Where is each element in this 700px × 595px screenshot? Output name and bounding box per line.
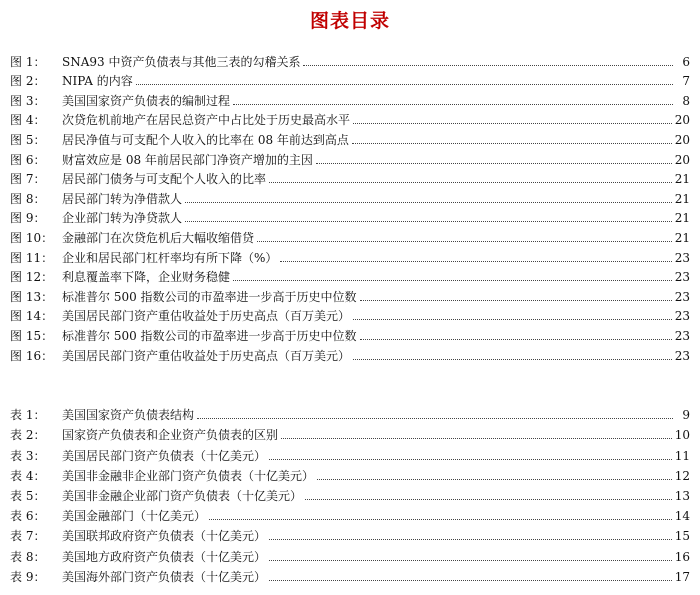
toc-entry-title[interactable]: SNA93 中资产负债表与其他三表的勾稽关系: [62, 54, 301, 69]
toc-entry-title[interactable]: 美国非金融非企业部门资产负债表（十亿美元）: [62, 468, 315, 483]
toc-entry-page-number[interactable]: 8: [682, 93, 690, 108]
figure-entry[interactable]: [10, 128, 690, 148]
dot-leader: [360, 339, 672, 340]
figure-entry[interactable]: [10, 246, 690, 266]
dot-leader: [209, 519, 672, 520]
toc-entry-page-number[interactable]: 6: [682, 54, 690, 69]
toc-entry-title[interactable]: NIPA 的内容: [62, 74, 133, 89]
figure-entry[interactable]: [10, 187, 690, 207]
toc-entry-label: 图 5：: [10, 132, 46, 147]
dot-leader: [185, 221, 672, 222]
dot-leader: [352, 143, 672, 144]
toc-entry-label: 图 15：: [10, 328, 54, 343]
dot-leader: [136, 84, 673, 85]
toc-entry-label: 表 5：: [10, 488, 46, 503]
toc-entry-title[interactable]: 美国金融部门（十亿美元）: [62, 509, 207, 524]
dot-leader: [317, 479, 672, 480]
toc-entry-title[interactable]: 国家资产负债表和企业资产负债表的区别: [62, 428, 279, 443]
toc-entry-title[interactable]: 美国地方政府资产负债表（十亿美元）: [62, 549, 267, 564]
toc-entry-title[interactable]: 美国联邦政府资产负债表（十亿美元）: [62, 529, 267, 544]
toc-entry-title[interactable]: 美国居民部门资产负债表（十亿美元）: [62, 448, 267, 463]
dot-leader: [280, 261, 671, 262]
toc-entry-label: 图 1：: [10, 54, 46, 69]
table-entry[interactable]: [10, 524, 690, 544]
toc-entry-label: 表 3：: [10, 448, 46, 463]
toc-entry-title[interactable]: 企业部门转为净贷款人: [62, 211, 183, 226]
dot-leader: [303, 65, 673, 66]
toc-entry-title[interactable]: 美国居民部门资产重估收益处于历史高点（百万美元）: [62, 348, 351, 363]
toc-entry-page-number[interactable]: 20: [674, 152, 690, 167]
toc-entry-title[interactable]: 美国国家资产负债表的编制过程: [62, 93, 231, 108]
figure-entry[interactable]: [10, 50, 690, 70]
toc-entry-title[interactable]: 居民部门转为净借款人: [62, 191, 183, 206]
toc-entry-label: 图 10：: [10, 230, 54, 245]
toc-entry-page-number[interactable]: 17: [674, 569, 690, 584]
toc-entry-label: 图 12：: [10, 270, 54, 285]
toc-entry-label: 图 7：: [10, 172, 46, 187]
dot-leader: [269, 560, 672, 561]
table-entry[interactable]: [10, 443, 690, 463]
toc-entry-label: 图 6：: [10, 152, 46, 167]
dot-leader: [197, 418, 673, 419]
toc-entry-label: 图 4：: [10, 113, 46, 128]
figure-entry[interactable]: [10, 89, 690, 109]
toc-entry-title[interactable]: 金融部门在次贷危机后大幅收缩借贷: [62, 230, 255, 245]
toc-entry-label: 图 13：: [10, 289, 54, 304]
figure-entry[interactable]: [10, 226, 690, 246]
toc-entry-page-number[interactable]: 20: [674, 132, 690, 147]
toc-entry-title[interactable]: 标准普尔 500 指数公司的市盈率进一步高于历史中位数: [62, 328, 357, 343]
toc-entry-page-number[interactable]: 21: [674, 211, 690, 226]
toc-entry-page-number[interactable]: 23: [674, 289, 690, 304]
toc-entry-page-number[interactable]: 9: [682, 408, 690, 423]
toc-entry-label: 表 1：: [10, 408, 46, 423]
toc-entry-title[interactable]: 美国国家资产负债表结构: [62, 408, 195, 423]
toc-entry-label: 图 8：: [10, 191, 46, 206]
figure-entry[interactable]: [10, 207, 690, 227]
figure-entry[interactable]: [10, 109, 690, 129]
dot-leader: [353, 319, 672, 320]
toc-entry-label: 图 2：: [10, 74, 46, 89]
toc-entry-page-number[interactable]: 10: [674, 428, 690, 443]
toc-entry-title[interactable]: 企业和居民部门杠杆率均有所下降（%）: [62, 250, 278, 265]
dot-leader: [269, 459, 672, 460]
figure-list: [10, 50, 690, 364]
toc-entry-label: 表 7：: [10, 529, 46, 544]
toc-entry-title[interactable]: 标准普尔 500 指数公司的市盈率进一步高于历史中位数: [62, 289, 357, 304]
table-entry[interactable]: [10, 423, 690, 443]
toc-entry-page-number[interactable]: 23: [674, 328, 690, 343]
toc-entry-page-number[interactable]: 11: [674, 448, 690, 463]
dot-leader: [316, 163, 672, 164]
toc-entry-title[interactable]: 美国居民部门资产重估收益处于历史高点（百万美元）: [62, 309, 351, 324]
table-entry[interactable]: [10, 403, 690, 423]
toc-entry-label: 表 6：: [10, 509, 46, 524]
table-entry[interactable]: [10, 484, 690, 504]
toc-entry-page-number[interactable]: 23: [674, 309, 690, 324]
figure-entry[interactable]: [10, 305, 690, 325]
table-entry[interactable]: [10, 565, 690, 585]
figure-entry[interactable]: [10, 285, 690, 305]
toc-entry-label: 表 2：: [10, 428, 46, 443]
toc-entry-page-number[interactable]: 23: [674, 348, 690, 363]
figure-entry[interactable]: [10, 344, 690, 364]
toc-entry-page-number[interactable]: 20: [674, 113, 690, 128]
table-entry[interactable]: [10, 504, 690, 524]
toc-entry-label: 表 9：: [10, 569, 46, 584]
toc-entry-page-number[interactable]: 13: [674, 488, 690, 503]
toc-entry-title[interactable]: 美国非金融企业部门资产负债表（十亿美元）: [62, 488, 303, 503]
dot-leader: [233, 280, 672, 281]
toc-entry-title[interactable]: 次贷危机前地产在居民总资产中占比处于历史最高水平: [62, 113, 351, 128]
figure-entry[interactable]: [10, 324, 690, 344]
toc-entry-title[interactable]: 财富效应是 08 年前居民部门净资产增加的主因: [62, 152, 313, 167]
toc-entry-page-number[interactable]: 12: [674, 468, 690, 483]
toc-entry-label: 图 11：: [10, 250, 54, 265]
toc-entry-label: 图 16：: [10, 348, 54, 363]
dot-leader: [185, 202, 672, 203]
page-title: 图表目录: [309, 10, 390, 32]
toc-entry-page-number[interactable]: 21: [674, 172, 690, 187]
toc-entry-title[interactable]: 美国海外部门资产负债表（十亿美元）: [62, 569, 267, 584]
toc-entry-page-number[interactable]: 23: [674, 270, 690, 285]
figure-entry[interactable]: [10, 266, 690, 286]
toc-entry-label: 图 3：: [10, 93, 46, 108]
dot-leader: [269, 539, 672, 540]
dot-leader: [269, 580, 672, 581]
toc-entry-title[interactable]: 居民部门债务与可支配个人收入的比率: [62, 172, 267, 187]
toc-entry-title[interactable]: 居民净值与可支配个人收入的比率在 08 年前达到高点: [62, 132, 349, 147]
dot-leader: [353, 359, 672, 360]
toc-entry-page-number[interactable]: 23: [674, 250, 690, 265]
figure-entry[interactable]: [10, 148, 690, 168]
table-list: [10, 403, 690, 585]
table-entry[interactable]: [10, 544, 690, 564]
toc-entry-page-number[interactable]: 14: [674, 509, 690, 524]
dot-leader: [269, 182, 672, 183]
table-entry[interactable]: [10, 464, 690, 484]
figure-entry[interactable]: [10, 70, 690, 90]
toc-entry-page-number[interactable]: 7: [682, 74, 690, 89]
toc-entry-page-number[interactable]: 16: [674, 549, 690, 564]
toc-entry-label: 图 9：: [10, 211, 46, 226]
toc-entry-page-number[interactable]: 21: [674, 191, 690, 206]
dot-leader: [281, 438, 672, 439]
dot-leader: [257, 241, 672, 242]
toc-entry-page-number[interactable]: 15: [674, 529, 690, 544]
dot-leader: [360, 300, 672, 301]
dot-leader: [233, 104, 673, 105]
toc-entry-page-number[interactable]: 21: [674, 230, 690, 245]
toc-entry-label: 图 14：: [10, 309, 54, 324]
dot-leader: [305, 499, 672, 500]
dot-leader: [353, 123, 672, 124]
toc-entry-label: 表 4：: [10, 468, 46, 483]
figure-entry[interactable]: [10, 168, 690, 188]
toc-entry-label: 表 8：: [10, 549, 46, 564]
toc-entry-title[interactable]: 利息覆盖率下降，企业财务稳健: [62, 270, 231, 285]
